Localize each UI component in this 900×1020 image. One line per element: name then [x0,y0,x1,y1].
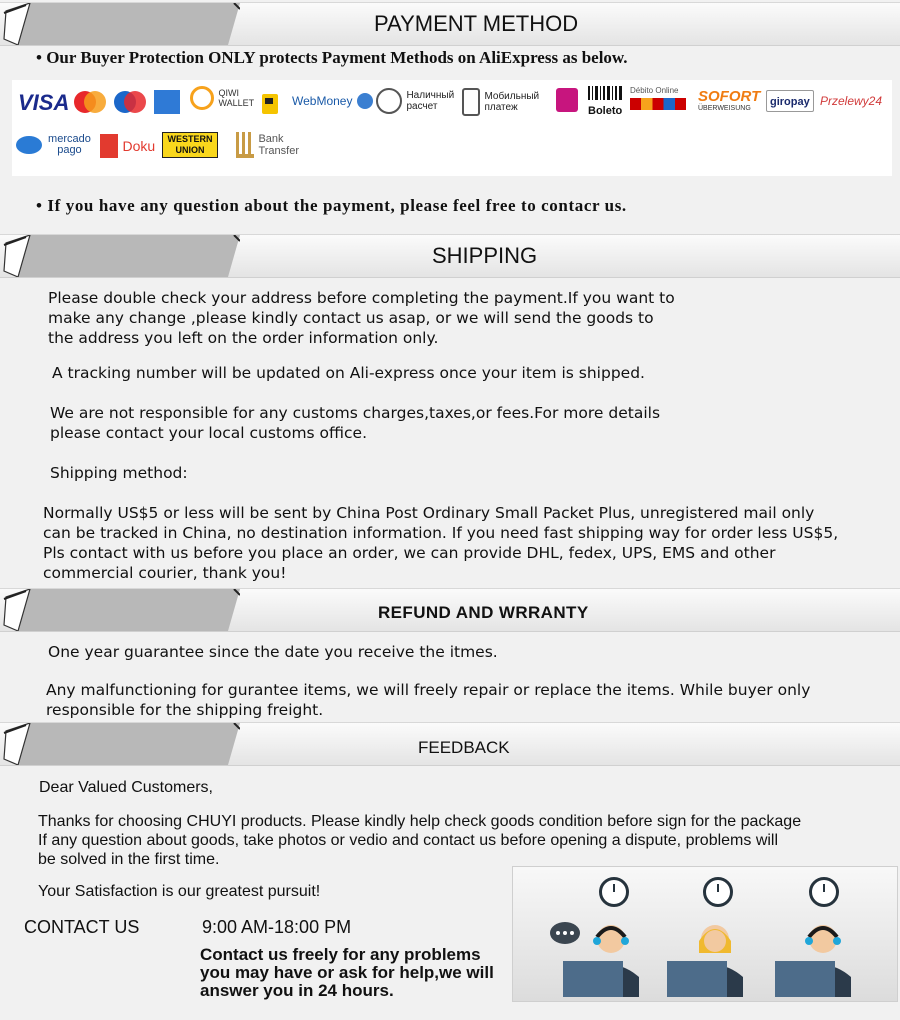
sofort-logo [698,88,760,112]
feedback-paragraph: Thanks for choosing CHUYI products. Please kindly help check goods condition before sign for the package If any question about goods, take photos or vedio and contact us before opening a dispute, problems will be solved in the first time. [38,813,802,868]
sofort-sub-label: ÜBERWEISUNG [698,105,751,112]
contact-description: Contact us freely for any problems you may have or ask for help,we will answer you in 24 hours. [200,945,494,1000]
header-tab-shape [0,589,240,631]
satisfaction-text: Your Satisfaction is our greatest pursuit! [38,883,321,900]
feedback-header-band [0,722,900,766]
mobile-payment-logo [462,88,546,116]
debito-online-logo [630,86,686,110]
clock-icon [599,877,629,907]
wallet-icon [260,88,280,116]
doku-icon [100,134,118,158]
mastercard-icon [74,90,106,114]
qiwi-label: QIWI WALLET [218,88,255,108]
shipping-method-paragraph: Normally US$5 or less will be sent by China Post Ordinary Small Packet Plus, unregistered mail only can be tracked in China, no destination information. If you need fast shipping way for order less US$5, Pls contact with us before you place an order, we can provide DHL, fedex, UPS, EMS and other commercial courier, thank you! [43,504,839,582]
feedback-greeting: Dear Valued Customers, [39,779,213,796]
cash-payment-logo [376,88,458,114]
ideal-logo [556,88,578,112]
handshake-icon [16,136,42,154]
maestro-logo [114,90,146,114]
barcode-icon [588,86,622,100]
support-agent-icon [667,917,763,997]
visa-logo: VISA [18,90,70,115]
shipping-header-band [0,234,900,278]
cash-icon [376,88,402,114]
maestro-icon [114,90,146,114]
bank-icons [630,98,686,110]
refund-title: REFUND AND WRRANTY [378,603,589,622]
debito-label: Débito Online [630,86,679,95]
buyer-protection-note: • Our Buyer Protection ONLY protects Payment Methods on AliExpress as below. [36,48,628,67]
shipping-customs-paragraph: We are not responsible for any customs charges,taxes,or fees.For more details please contact your local customs office. [50,404,661,442]
customer-service-illustration [512,866,898,1002]
refund-header-band [0,588,900,632]
header-tab-shape [0,3,240,45]
payment-question-note: • If you have any question about the payment, please feel free to contacr us. [36,196,627,215]
payment-title: PAYMENT METHOD [374,11,579,36]
boleto-logo [588,86,622,117]
qiwi-icon [190,86,214,110]
phone-icon [462,88,480,116]
shipping-address-paragraph: Please double check your address before completing the payment.If you want to make any change ,please kindly contact us asap, or we will send the goods to the address you left on the order information only. [48,289,675,347]
payment-logos-panel [12,80,892,176]
shipping-title: SHIPPING [432,243,538,268]
support-agent-icon [563,917,659,997]
przelewy-logo: Przelewy24 [820,94,883,108]
cash-label: Наличный расчет [406,90,455,112]
mastercard-logo [74,90,106,114]
feedback-title: FEEDBACK [418,738,510,757]
bank-icon [236,132,254,158]
western-union-logo [162,132,218,158]
shipping-method-label: Shipping method: [50,464,188,482]
refund-repair-paragraph: Any malfunctioning for gurantee items, we will freely repair or replace the items. While buyer only responsible for the shipping freight. [46,681,811,719]
webmoney-label: WebMoney [292,94,353,108]
sofort-label: SOFORT [698,88,761,105]
doku-logo [100,134,155,158]
header-tab-shape [0,235,240,277]
amex-logo [154,90,180,114]
bank-transfer-label: Bank Transfer [258,133,299,157]
western-union-label: WESTERN UNION [167,134,213,155]
mercado-pago-logo [16,134,92,156]
contact-us-label: CONTACT US [24,917,140,937]
payment-header-band [0,2,900,46]
giropay-label: giropay [770,96,810,108]
webmoney-globe-icon [357,93,373,109]
boleto-label: Boleto [588,105,623,117]
header-tab-shape [0,723,240,765]
mobile-label: Мобильный платеж [484,91,540,113]
support-agent-icon [775,917,871,997]
webmoney-logo [292,92,373,110]
shipping-tracking-paragraph: A tracking number will be updated on Ali-express once your item is shipped. [52,364,645,382]
clock-icon [809,877,839,907]
mercado-label: mercado pago [48,133,91,156]
bank-transfer-logo [236,132,302,158]
yandex-money-logo [260,88,280,121]
qiwi-logo [190,86,254,110]
giropay-logo [766,90,814,112]
service-hours: 9:00 AM-18:00 PM [202,917,352,937]
doku-label: Doku [122,138,156,154]
refund-guarantee-paragraph: One year guarantee since the date you receive the itmes. [48,643,498,661]
clock-icon [703,877,733,907]
